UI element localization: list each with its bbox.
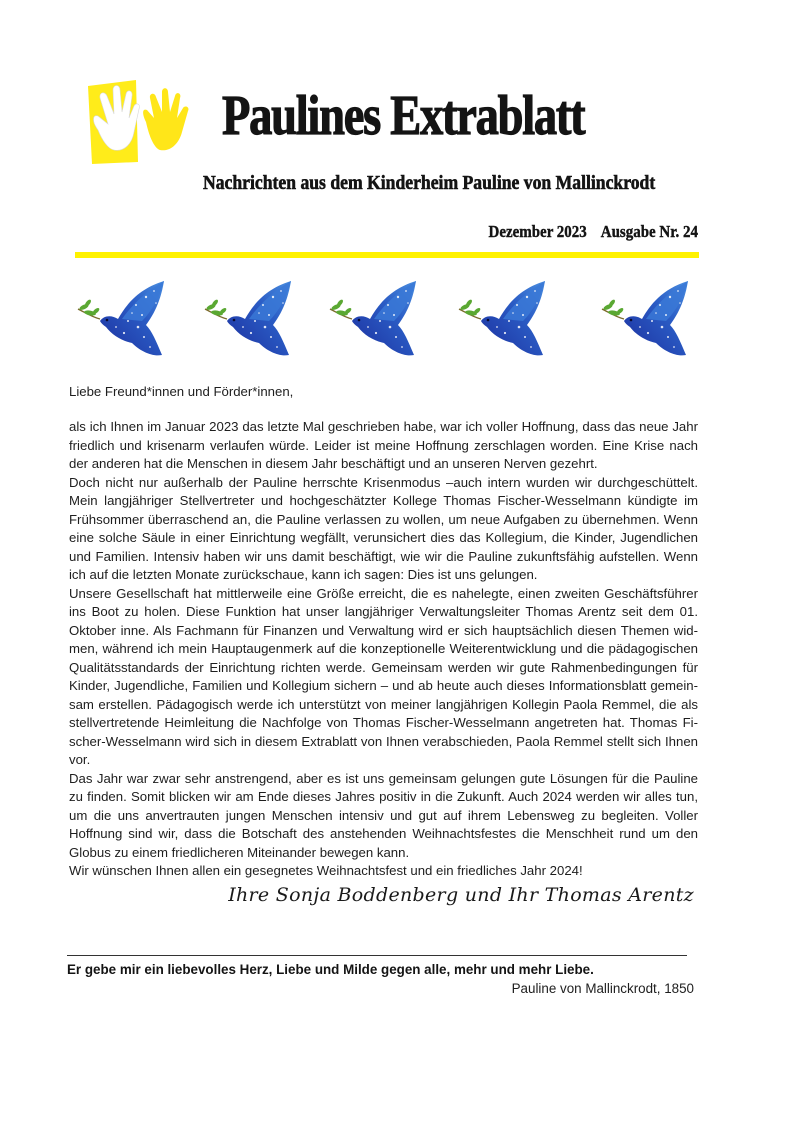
letter-greeting: Liebe Freund*innen und Förder*innen,: [69, 384, 294, 399]
issue-number: Ausgabe Nr. 24: [600, 222, 698, 241]
letter-paragraph: Unsere Gesellschaft hat mittlerweile eine Größe erreicht, die es nahelegte, einen zweiten Geschäftsführer ins Boot zu holen. Diese Funktion hat unser langjähriger Verwaltungsleiter Thomas Arentz seit dem 01. Oktober inne. Als Fachmann für Finanzen und Verwaltung wird er sich hauptsächlich diesen Themen widmen, während ich mein Hauptaugenmerk auf die konzeptionelle Weiterentwicklung und die pädagogischen Qualitätsstandards der Einrichtung richten werde. Gemeinsam werden wir gute Rahmenbedingungen für Kinder, Jugendliche, Familien und Kollegium sichern – und ab heute auch dieses Informationsblatt gemeinsam erstellen. Pädagogisch werde ich unterstützt von meiner langjährigen Kollegin Paola Remmel, die als stellvertretende Heimleitung die Nachfolge von Thomas Fischer-Wesselmann angetreten hat. Thomas Fischer-Wesselmann wird sich in diesem Extrablatt von Ihnen verabschieden, Paola Remmel stellt sich Ihnen vor.: [69, 585, 698, 767]
letter-paragraph: Das Jahr war zwar sehr anstrengend, aber es ist uns gemeinsam gelungen gute Lösungen für die Pauline zu finden. Somit blicken wir am Ende dieses Jahres positiv in die Zukunft. Auch 2024 werden wir alles tun, um die uns anvertrauten jungen Menschen intensiv und gut auf ihrem Lebensweg zu begleiten. Voller Hoffnung sind wir, dass die Botschaft des anstehenden Weihnachtsfestes die Menschheit rund um den Globus zu einem friedlicheren Miteinander bewegen kann.: [69, 770, 698, 860]
letter-paragraph: Wir wünschen Ihnen allen ein gesegnetes Weihnachtsfest und ein friedliches Jahr 2024!: [69, 863, 583, 878]
footer-quote: Er gebe mir ein liebevolles Herz, Liebe und Milde gegen alle, mehr und mehr Liebe.: [67, 962, 594, 977]
letter-body: [69, 418, 698, 881]
issue-date: Dezember 2023: [488, 222, 587, 241]
peace-dove-icon: [328, 275, 438, 375]
peace-dove-icon: [457, 275, 567, 375]
peace-dove-icon: [600, 275, 710, 375]
dove-row: [70, 275, 710, 375]
footer-quote-source: Pauline von Mallinckrodt, 1850: [511, 981, 694, 996]
hands-logo-icon: [84, 78, 194, 164]
footer-divider: [67, 955, 687, 956]
newsletter-title: Paulines Extrablatt: [222, 85, 585, 147]
yellow-divider: [75, 252, 699, 258]
letter-paragraph: als ich Ihnen im Januar 2023 das letzte Mal geschrieben habe, war ich voller Hoffnung, dass das neue Jahr friedlich und krisenarm verlaufen würde. Leider ist meine Hoffnung zerschlagen worden. Eine Krise nach der anderen hat die Menschen in diesem Jahr beschäftigt und an unseren Nerven gezehrt.: [69, 419, 698, 471]
peace-dove-icon: [76, 275, 186, 375]
issue-info: [489, 222, 698, 242]
newsletter-subtitle: Nachrichten aus dem Kinderheim Pauline von Mallinckrodt: [203, 172, 656, 194]
letter-signature: Ihre Sonja Boddenberg und Ihr Thomas Arentz: [228, 884, 694, 906]
letter-paragraph: Doch nicht nur außerhalb der Pauline herrschte Krisenmodus –auch intern wurden wir durchgeschüttelt. Mein langjähriger Stellvertreter und hochgeschätzter Kollege Thomas Fischer-Wesselmann kündigte im Frühsommer überraschend an, die Pauline verlassen zu wollen, um neue Aufgaben zu übernehmen. Wenn eine solche Säule in einer Einrichtung wegfällt, verunsichert dies das Kollegium, die Kinder, Jugendlichen und Familien. Intensiv haben wir uns damit beschäftigt, wie wir die Pauline zukunftsfähig aufstellen. Wenn ich auf die letzten Monate zurückschaue, kann ich sagen: Dies ist uns gelungen.: [69, 474, 698, 582]
peace-dove-icon: [203, 275, 313, 375]
